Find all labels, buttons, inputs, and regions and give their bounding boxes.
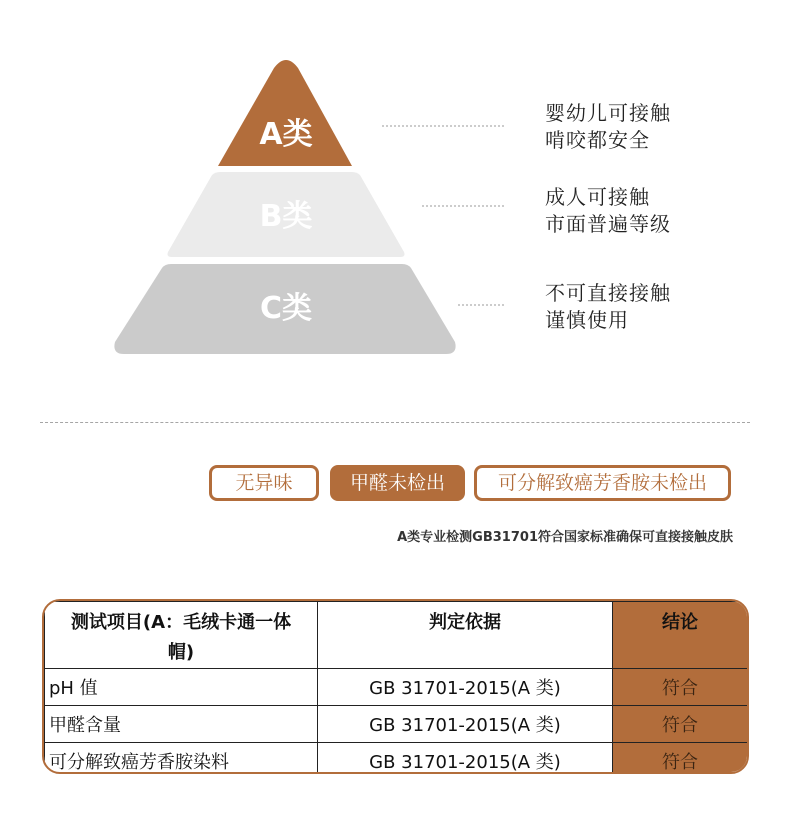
table-header-row (45, 602, 748, 669)
tier-a-label: A类 (259, 117, 313, 152)
tier-b-description (545, 184, 671, 238)
tier-a-desc-line1: 婴幼儿可接触 (545, 101, 671, 125)
table-row (45, 706, 748, 743)
tier-c-desc-line1: 不可直接接触 (545, 281, 671, 305)
row-basis: GB 31701-2015(A 类) (318, 669, 613, 706)
badge-no-odor: 无异味 (209, 465, 319, 501)
tier-c-desc-line2: 谨慎使用 (545, 308, 629, 332)
tier-c-description (545, 280, 671, 334)
badge-aromatic-amine: 可分解致癌芳香胺未检出 (474, 465, 731, 501)
tier-b-label: B类 (259, 199, 313, 234)
table-row (45, 669, 748, 706)
row-item: 可分解致癌芳香胺染料 (45, 743, 318, 775)
standard-note: A类专业检测GB31701符合国家标准确保可直接接触皮肤 (397, 530, 733, 545)
tier-b-desc-line2: 市面普遍等级 (545, 212, 671, 236)
header-test-item-line2: 帽) (167, 642, 195, 663)
tier-a-desc-line2: 啃咬都安全 (545, 128, 650, 152)
tier-b-desc-line1: 成人可接触 (545, 185, 650, 209)
test-results-table (42, 599, 749, 774)
row-result: 符合 (613, 743, 748, 775)
row-result: 符合 (613, 706, 748, 743)
header-test-item-line1: 测试项目(A：毛绒卡通一体 (70, 612, 292, 633)
table-row (45, 743, 748, 775)
row-basis: GB 31701-2015(A 类) (318, 706, 613, 743)
tier-c-label: C类 (259, 291, 313, 326)
row-item: 甲醛含量 (45, 706, 318, 743)
row-item: pH 值 (45, 669, 318, 706)
header-test-item (45, 602, 318, 669)
section-divider (40, 422, 750, 423)
row-basis: GB 31701-2015(A 类) (318, 743, 613, 775)
header-conclusion: 结论 (613, 602, 748, 669)
tier-a-description (545, 100, 671, 154)
row-result: 符合 (613, 669, 748, 706)
header-basis: 判定依据 (318, 602, 613, 669)
pyramid-graphic (0, 0, 790, 380)
badge-formaldehyde: 甲醛未检出 (330, 465, 465, 501)
